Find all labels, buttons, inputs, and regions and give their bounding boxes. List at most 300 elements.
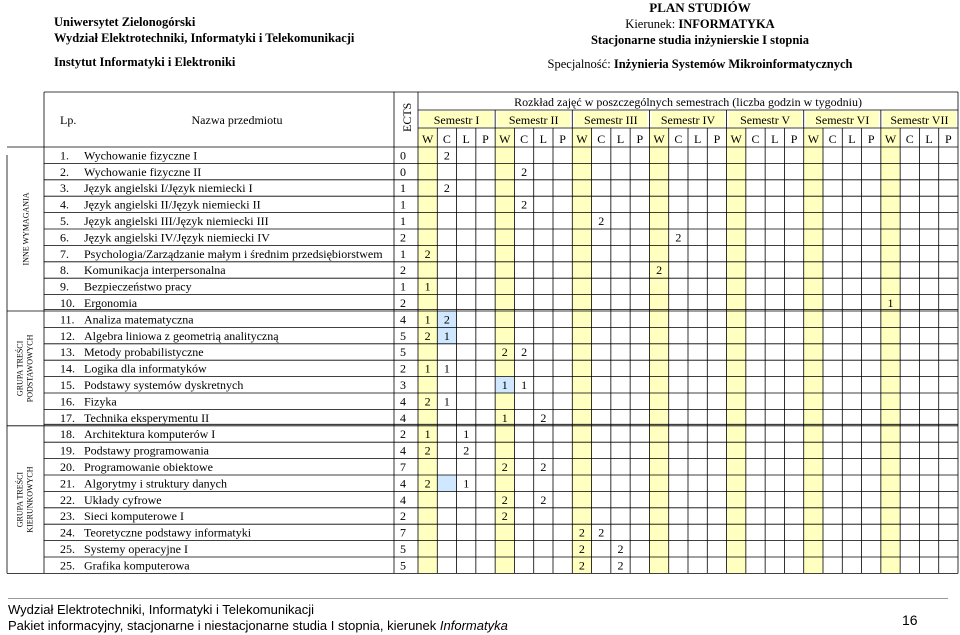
- hours-value: 2: [540, 410, 547, 425]
- w-column-cell: [495, 426, 514, 442]
- subject-name: Język angielski I/Język niemiecki I: [84, 181, 253, 196]
- hours-value: 2: [656, 263, 663, 278]
- subject-name: Bezpieczeństwo pracy: [84, 279, 192, 294]
- w-column-cell: [804, 409, 823, 425]
- subject-name: Programowanie obiektowe: [84, 460, 213, 474]
- hours-value: 1: [463, 476, 470, 491]
- direction-label: Kierunek:: [625, 17, 679, 31]
- w-column-cell: [495, 557, 514, 573]
- w-column-cell: [881, 229, 900, 245]
- ects-value: 1: [400, 246, 406, 261]
- w-column-cell: [495, 541, 514, 557]
- w-column-cell: [804, 262, 823, 278]
- w-column-cell: [649, 475, 668, 491]
- w-column-cell: [804, 475, 823, 491]
- w-column-cell: [881, 524, 900, 540]
- hours-value: 2: [443, 312, 450, 327]
- row-number: 7.: [60, 246, 69, 261]
- semester-label: Semestr II: [508, 113, 559, 127]
- w-column-cell: [572, 180, 591, 196]
- w-column-cell: [804, 295, 823, 311]
- w-column-cell: [572, 409, 591, 425]
- w-column-cell: [727, 377, 746, 393]
- group-label: GRUPA TREŚCI: [15, 340, 25, 397]
- footer-package: [8, 618, 508, 634]
- w-column-cell: [495, 245, 514, 261]
- row-number: 9.: [60, 279, 69, 294]
- w-column-cell: [727, 262, 746, 278]
- w-column-cell: [649, 442, 668, 458]
- hours-value: 2: [617, 558, 624, 573]
- w-column-cell: [572, 426, 591, 442]
- w-column-cell: [804, 508, 823, 524]
- ects-value: 3: [400, 378, 406, 392]
- w-column-cell: [572, 295, 591, 311]
- w-column-cell: [727, 311, 746, 327]
- hours-value: 2: [540, 492, 547, 507]
- w-column-cell: [649, 344, 668, 360]
- w-column-cell: [804, 442, 823, 458]
- hours-value: 1: [443, 361, 450, 376]
- w-column-cell: [418, 295, 437, 311]
- hours-value: 2: [521, 197, 528, 212]
- ects-value: 1: [400, 279, 406, 294]
- form-label: L: [771, 132, 779, 146]
- ects-value: 2: [400, 427, 406, 442]
- semester-label: Semestr IV: [660, 113, 716, 127]
- w-column-cell: [495, 180, 514, 196]
- hours-value: 2: [521, 345, 528, 360]
- form-label: L: [925, 132, 933, 146]
- row-number: 21.: [60, 476, 75, 491]
- w-column-cell: [804, 196, 823, 212]
- ects-value: 1: [400, 181, 406, 196]
- w-column-cell: [727, 442, 746, 458]
- w-column-cell: [649, 278, 668, 294]
- hours-value: 1: [887, 296, 894, 310]
- form-label: W: [421, 132, 434, 146]
- w-column-cell: [881, 459, 900, 475]
- subject-name: Fizyka: [84, 394, 117, 409]
- subject-name: Algorytmy i struktury danych: [84, 476, 227, 491]
- hours-value: 2: [424, 246, 431, 261]
- ects-value: 4: [400, 492, 406, 507]
- hours-value: 2: [424, 476, 431, 491]
- w-column-cell: [881, 393, 900, 409]
- row-number: 19.: [60, 443, 75, 458]
- w-column-cell: [881, 541, 900, 557]
- w-column-cell: [495, 278, 514, 294]
- w-column-cell: [804, 147, 823, 163]
- w-column-cell: [572, 360, 591, 376]
- schedule-title: Rozkład zajęć w poszczególnych semestrach (liczba godzin w tygodniu): [514, 95, 862, 109]
- w-column-cell: [572, 278, 591, 294]
- w-column-cell: [727, 475, 746, 491]
- group-label: GRUPA TREŚCI: [15, 471, 25, 528]
- w-column-cell: [495, 163, 514, 179]
- row-number: 15.: [60, 378, 75, 392]
- form-label: C: [520, 132, 529, 146]
- w-column-cell: [418, 459, 437, 475]
- w-column-cell: [418, 262, 437, 278]
- w-column-cell: [881, 311, 900, 327]
- subject-name: Systemy operacyjne I: [84, 542, 188, 556]
- w-column-cell: [649, 508, 668, 524]
- w-column-cell: [572, 442, 591, 458]
- form-label: P: [636, 132, 644, 146]
- hours-value: 2: [424, 328, 431, 343]
- w-column-cell: [727, 557, 746, 573]
- w-column-cell: [727, 344, 746, 360]
- subject-name: Architektura komputerów I: [84, 427, 216, 442]
- subject-name: Grafika komputerowa: [84, 558, 190, 573]
- subject-name: Komunikacja interpersonalna: [84, 263, 226, 278]
- form-label: C: [674, 132, 683, 146]
- w-column-cell: [572, 508, 591, 524]
- hours-value: 2: [598, 214, 605, 228]
- w-column-cell: [418, 163, 437, 179]
- w-column-cell: [804, 459, 823, 475]
- hours-value: 2: [463, 443, 470, 458]
- ects-value: 4: [400, 476, 406, 491]
- w-column-cell: [572, 377, 591, 393]
- w-column-cell: [495, 147, 514, 163]
- hours-value: 2: [578, 525, 585, 540]
- w-column-cell: [804, 360, 823, 376]
- specialty-value: Inżynieria Systemów Mikroinformatycznych: [613, 57, 853, 71]
- w-column-cell: [572, 491, 591, 507]
- w-column-cell: [881, 180, 900, 196]
- name-header: Nazwa przedmiotu: [191, 113, 283, 127]
- w-column-cell: [572, 245, 591, 261]
- w-column-cell: [804, 311, 823, 327]
- semester-label: Semestr VI: [815, 113, 870, 127]
- hours-value: 2: [501, 345, 508, 360]
- w-column-cell: [649, 491, 668, 507]
- w-column-cell: [495, 360, 514, 376]
- w-column-cell: [881, 557, 900, 573]
- group-label: PODSTAWOWYCH: [25, 334, 35, 403]
- form-label: W: [807, 132, 820, 146]
- w-column-cell: [418, 377, 437, 393]
- w-column-cell: [495, 475, 514, 491]
- ects-value: 7: [400, 460, 406, 474]
- row-number: 25.: [60, 542, 75, 556]
- w-column-cell: [418, 508, 437, 524]
- semester-label: Semestr V: [740, 113, 791, 127]
- w-column-cell: [804, 541, 823, 557]
- w-column-cell: [649, 557, 668, 573]
- row-number: 13.: [60, 345, 75, 360]
- ects-value: 2: [400, 361, 406, 376]
- footer: [8, 602, 508, 634]
- hours-value: 2: [501, 460, 508, 474]
- w-column-cell: [881, 377, 900, 393]
- w-column-cell: [727, 491, 746, 507]
- subject-name: Sieci komputerowe I: [84, 509, 184, 524]
- w-column-cell: [495, 393, 514, 409]
- ects-header: ECTS: [400, 102, 414, 132]
- hours-value: 1: [424, 427, 431, 442]
- group-label: KIERUNKOWYCH: [25, 466, 35, 533]
- ects-value: 4: [400, 410, 406, 425]
- w-column-cell: [418, 541, 437, 557]
- w-column-cell: [649, 295, 668, 311]
- group-label: INNE WYMAGANIA: [21, 192, 31, 266]
- semester-label: Semestr VII: [890, 113, 949, 127]
- ects-value: 5: [400, 558, 406, 573]
- subject-name: Układy cyfrowe: [84, 492, 162, 507]
- hours-value: 2: [424, 394, 431, 409]
- row-number: 14.: [60, 361, 75, 376]
- form-label: P: [713, 132, 721, 146]
- subject-name: Teoretyczne podstawy informatyki: [84, 525, 252, 540]
- form-label: L: [539, 132, 548, 146]
- w-column-cell: [727, 508, 746, 524]
- footer-faculty: Wydział Elektrotechniki, Informatyki i Telekomunikacji: [8, 602, 314, 617]
- w-column-cell: [881, 508, 900, 524]
- form-label: L: [462, 132, 470, 146]
- w-column-cell: [804, 344, 823, 360]
- w-column-cell: [804, 426, 823, 442]
- w-column-cell: [572, 196, 591, 212]
- w-column-cell: [649, 459, 668, 475]
- w-column-cell: [804, 327, 823, 343]
- w-column-cell: [727, 524, 746, 540]
- w-column-cell: [727, 459, 746, 475]
- w-column-cell: [727, 327, 746, 343]
- w-column-cell: [649, 541, 668, 557]
- form-label: P: [945, 132, 952, 146]
- subject-name: Wychowanie fizyczne II: [84, 164, 202, 179]
- w-column-cell: [572, 213, 591, 229]
- w-column-cell: [572, 393, 591, 409]
- hours-value: 2: [578, 542, 585, 556]
- w-column-cell: [495, 311, 514, 327]
- w-column-cell: [572, 229, 591, 245]
- row-number: 18.: [60, 427, 75, 442]
- w-column-cell: [804, 377, 823, 393]
- study-mode: Stacjonarne studia inżynierskie I stopnia: [590, 33, 810, 47]
- w-column-cell: [881, 245, 900, 261]
- w-column-cell: [572, 327, 591, 343]
- w-column-cell: [727, 147, 746, 163]
- footer-package-text: Pakiet informacyjny, stacjonarne i niestacjonarne studia I stopnia, kierunek: [8, 618, 440, 633]
- w-column-cell: [804, 491, 823, 507]
- footer-divider: [8, 598, 948, 599]
- w-column-cell: [418, 409, 437, 425]
- w-column-cell: [881, 442, 900, 458]
- hours-value: 2: [521, 164, 528, 179]
- w-column-cell: [495, 442, 514, 458]
- row-number: 22.: [60, 492, 75, 507]
- w-column-cell: [649, 180, 668, 196]
- w-column-cell: [495, 295, 514, 311]
- w-column-cell: [418, 557, 437, 573]
- row-number: 23.: [60, 509, 75, 524]
- w-column-cell: [881, 213, 900, 229]
- ects-value: 2: [400, 263, 406, 278]
- form-label: W: [884, 132, 897, 146]
- w-column-cell: [418, 213, 437, 229]
- subject-name: Język angielski IV/Język niemiecki IV: [84, 230, 270, 245]
- subject-name: Podstawy programowania: [84, 443, 209, 458]
- w-column-cell: [649, 409, 668, 425]
- w-column-cell: [881, 196, 900, 212]
- w-column-cell: [649, 163, 668, 179]
- w-column-cell: [881, 344, 900, 360]
- hours-value: 1: [424, 361, 431, 376]
- faculty-name: Wydział Elektrotechniki, Informatyki i Telekomunikacji: [54, 31, 355, 45]
- row-number: 16.: [60, 394, 75, 409]
- w-column-cell: [418, 524, 437, 540]
- form-label: C: [442, 132, 451, 146]
- w-column-cell: [649, 229, 668, 245]
- w-column-cell: [804, 524, 823, 540]
- hours-value: 1: [424, 279, 431, 294]
- row-number: 8.: [60, 263, 69, 278]
- form-label: C: [905, 132, 914, 146]
- w-column-cell: [649, 147, 668, 163]
- hours-value: 2: [424, 443, 431, 458]
- row-number: 2.: [60, 164, 69, 179]
- w-column-cell: [804, 278, 823, 294]
- w-column-cell: [495, 327, 514, 343]
- ects-value: 0: [400, 164, 406, 179]
- hours-value: 1: [463, 427, 470, 442]
- w-column-cell: [649, 311, 668, 327]
- page-number: 16: [902, 612, 918, 628]
- w-column-cell: [727, 163, 746, 179]
- w-column-cell: [649, 213, 668, 229]
- lp-header: Lp.: [60, 113, 77, 127]
- w-column-cell: [418, 180, 437, 196]
- form-label: P: [482, 132, 489, 146]
- form-label: C: [751, 132, 760, 146]
- hours-value: 2: [501, 509, 508, 524]
- subject-name: Technika eksperymentu II: [84, 410, 210, 425]
- ects-value: 5: [400, 328, 406, 343]
- w-column-cell: [572, 475, 591, 491]
- w-column-cell: [727, 541, 746, 557]
- w-column-cell: [727, 426, 746, 442]
- w-column-cell: [649, 524, 668, 540]
- form-label: W: [730, 132, 742, 146]
- w-column-cell: [649, 377, 668, 393]
- row-number: 10.: [60, 296, 75, 310]
- w-column-cell: [804, 557, 823, 573]
- semester-label: Semestr I: [433, 113, 480, 127]
- university-name: Uniwersytet Zielonogórski: [54, 15, 196, 29]
- ects-value: 5: [400, 345, 406, 360]
- form-label: C: [597, 132, 606, 146]
- w-column-cell: [727, 360, 746, 376]
- w-column-cell: [727, 213, 746, 229]
- form-label: L: [848, 132, 856, 146]
- w-column-cell: [881, 409, 900, 425]
- row-number: 20.: [60, 460, 75, 474]
- w-column-cell: [727, 196, 746, 212]
- w-column-cell: [727, 393, 746, 409]
- w-column-cell: [495, 196, 514, 212]
- specialty-label: Specjalność:: [547, 57, 614, 71]
- subject-name: Psychologia/Zarządzanie małym i średnim przedsiębiorstwem: [84, 246, 383, 261]
- ects-value: 7: [400, 525, 406, 540]
- subject-name: Ergonomia: [84, 296, 138, 310]
- hours-value: 1: [501, 410, 508, 425]
- hours-value: 1: [443, 328, 450, 343]
- w-column-cell: [495, 213, 514, 229]
- w-column-cell: [495, 262, 514, 278]
- hours-value: 2: [501, 492, 508, 507]
- row-number: 12.: [60, 328, 75, 343]
- w-column-cell: [572, 344, 591, 360]
- w-column-cell: [418, 491, 437, 507]
- w-column-cell: [727, 409, 746, 425]
- form-label: W: [653, 132, 665, 146]
- hours-value: 2: [675, 230, 682, 245]
- w-column-cell: [881, 327, 900, 343]
- highlight-cell: [437, 475, 456, 491]
- w-column-cell: [881, 491, 900, 507]
- w-column-cell: [804, 180, 823, 196]
- subject-name: Logika dla informatyków: [84, 361, 207, 376]
- hours-value: 2: [540, 460, 547, 474]
- row-number: 25.: [60, 558, 75, 573]
- w-column-cell: [418, 344, 437, 360]
- subject-name: Metody probabilistyczne: [84, 345, 204, 360]
- row-number: 11.: [60, 312, 75, 327]
- hours-value: 1: [501, 378, 508, 392]
- w-column-cell: [572, 311, 591, 327]
- ects-value: 1: [400, 197, 406, 212]
- form-label: C: [828, 132, 837, 146]
- w-column-cell: [649, 426, 668, 442]
- w-column-cell: [572, 262, 591, 278]
- hours-value: 1: [424, 312, 431, 327]
- hours-value: 2: [443, 181, 450, 196]
- hours-value: 1: [443, 394, 450, 409]
- row-number: 17.: [60, 410, 75, 425]
- w-column-cell: [649, 360, 668, 376]
- w-column-cell: [881, 426, 900, 442]
- subject-name: Algebra liniowa z geometrią analityczną: [84, 328, 279, 343]
- ects-value: 1: [400, 214, 406, 228]
- subject-name: Język angielski II/Język niemiecki II: [84, 197, 261, 212]
- ects-value: 2: [400, 230, 406, 245]
- row-number: 5.: [60, 214, 69, 228]
- w-column-cell: [881, 360, 900, 376]
- w-column-cell: [495, 524, 514, 540]
- row-number: 24.: [60, 525, 75, 540]
- w-column-cell: [881, 262, 900, 278]
- row-number: 4.: [60, 197, 69, 212]
- hours-value: 2: [578, 558, 585, 573]
- ects-value: 0: [400, 148, 406, 163]
- ects-value: 2: [400, 509, 406, 524]
- row-number: 6.: [60, 230, 69, 245]
- ects-value: 2: [400, 296, 406, 310]
- w-column-cell: [572, 147, 591, 163]
- form-label: P: [790, 132, 798, 146]
- w-column-cell: [804, 245, 823, 261]
- w-column-cell: [804, 393, 823, 409]
- w-column-cell: [649, 196, 668, 212]
- subject-name: Analiza matematyczna: [84, 312, 194, 327]
- w-column-cell: [418, 147, 437, 163]
- hours-value: 2: [617, 542, 624, 556]
- plan-title: PLAN STUDIÓW: [649, 0, 751, 15]
